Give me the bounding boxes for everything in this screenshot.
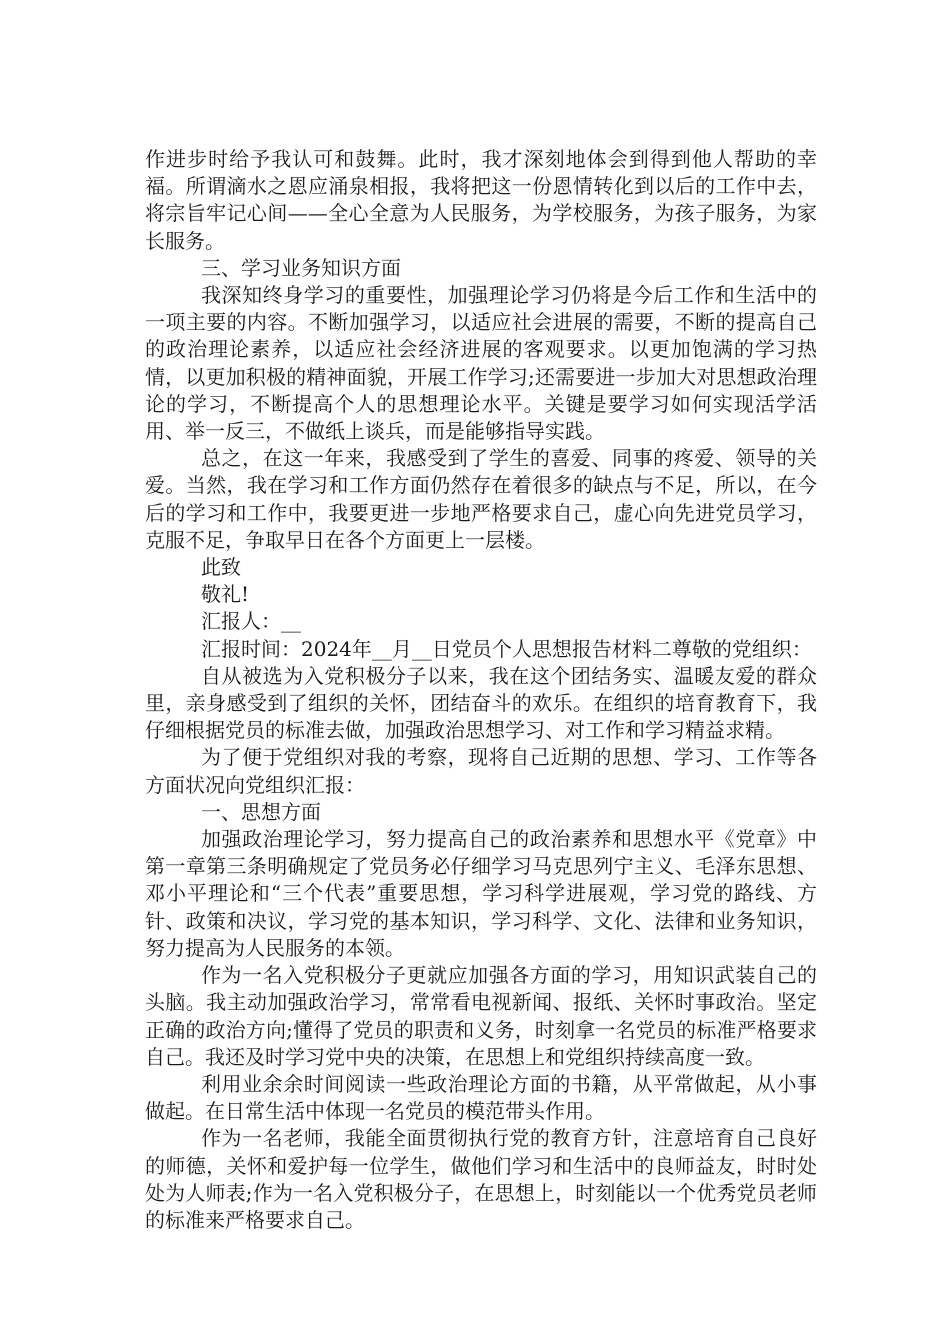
section-heading-thought: 一、思想方面 bbox=[201, 799, 321, 824]
paragraph-summary: 总之，在这一年来，我感受到了学生的喜爱、同事的疼爱、领导的关爱。当然，我在学习和工作方面仍然存在着很多的缺点与不足，所以，在今后的学习和工作中，我要更进一步地严格要求自己，虚心向先进党员学习，克服不足，争取早日在各个方面更上一层楼。 bbox=[145, 446, 817, 552]
section-heading-study: 三、学习业务知识方面 bbox=[201, 255, 401, 280]
reporter-line: 汇报人：__ bbox=[201, 609, 301, 634]
paragraph-study: 我深知终身学习的重要性，加强理论学习仍将是今后工作和生活中的一项主要的内容。不断加强学习，以适应社会进展的需要，不断的提高自己的政治理论素养，以适应社会经济进展的客观要求。以更加饱满的学习热情，以更加积极的精神面貌，开展工作学习;还需要进一步加大对思想政治理论的学习，不断提高个人的思想理论水平。关键是要学习如何实现活学活用、举一反三，不做纸上谈兵，而是能够指导实践。 bbox=[145, 283, 817, 444]
paragraph-teacher: 作为一名老师，我能全面贯彻执行党的教育方针，注意培育自己良好的师德，关怀和爱护每一位学生，做他们学习和生活中的良师益友，时时处处为人师表;作为一名入党积极分子，在思想上，时刻能以一个优秀党员老师的标准来严格要求自己。 bbox=[145, 1126, 817, 1232]
paragraph-theory: 加强政治理论学习，努力提高自己的政治素养和思想水平《党章》中第一章第三条明确规定了党员务必仔细学习马克思列宁主义、毛泽东思想、邓小平理论和“三个代表”重要思想，学习科学进展观，学习党的路线、方针、政策和决议，学习党的基本知识，学习科学、文化、法律和业务知识，努力提高为人民服务的本领。 bbox=[145, 827, 817, 960]
closing-salutation: 此致 bbox=[201, 555, 241, 580]
closing-respect: 敬礼! bbox=[201, 582, 250, 607]
paragraph-purpose: 为了便于党组织对我的考察，现将自己近期的思想、学习、工作等各方面状况向党组织汇报： bbox=[145, 745, 817, 797]
paragraph-intro: 自从被选为入党积极分子以来，我在这个团结务实、温暖友爱的群众里，亲身感受到了组织的关怀，团结奋斗的欢乐。在组织的培育教育下，我仔细根据党员的标准去做，加强政治思想学习、对工作和学习精益求精。 bbox=[145, 663, 817, 743]
document-body bbox=[145, 146, 817, 1234]
report-date-line: 汇报时间：2024年__月__日党员个人思想报告材料二尊敬的党组织： bbox=[201, 636, 812, 661]
paragraph-reading: 利用业余余时间阅读一些政治理论方面的书籍，从平常做起，从小事做起。在日常生活中体现一名党员的模范带头作用。 bbox=[145, 1071, 817, 1124]
paragraph-continued: 作进步时给予我认可和鼓舞。此时，我才深刻地体会到得到他人帮助的幸福。所谓滴水之恩应涌泉相报，我将把这一份恩情转化到以后的工作中去，将宗旨牢记心间——全心全意为人民服务，为学校服务，为孩子服务，为家长服务。 bbox=[145, 147, 817, 253]
paragraph-activist: 作为一名入党积极分子更就应加强各方面的学习，用知识武装自己的头脑。我主动加强政治学习，常常看电视新闻、报纸、关怀时事政治。坚定正确的政治方向;懂得了党员的职责和义务，时刻拿一名党员的标准严格要求自己。我还及时学习党中央的决策，在思想上和党组织持续高度一致。 bbox=[145, 963, 817, 1069]
